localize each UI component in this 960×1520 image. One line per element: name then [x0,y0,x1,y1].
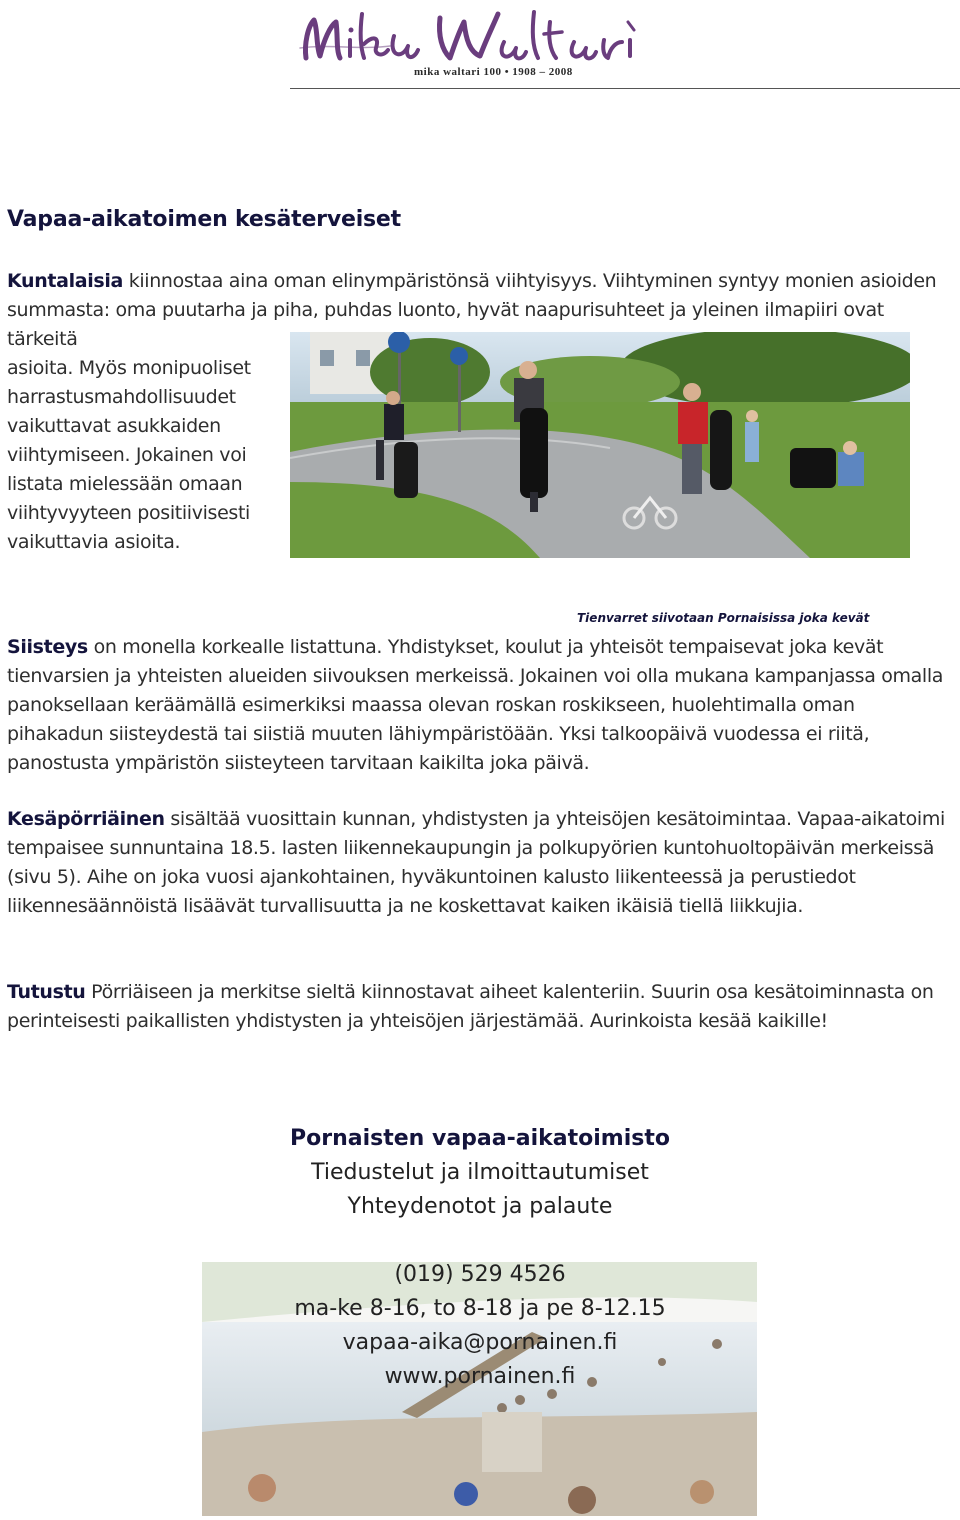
lead-word: Kuntalaisia [7,270,123,292]
lead-word: Kesäpörriäinen [7,808,165,830]
paragraph-text: sisältää vuosittain kunnan, yhdistysten ja yhteisöjen kesätoimintaa. Vapaa-aikatoimi tempaisee sunnuntaina 18.5. lasten liikennekaupungin ja polkupyörien kuntohuoltopäivän merkeissä (sivu 5). Aihe on joka vuosi ajankohtainen, hyväkuntoinen kalusto liikenteessä ja perustiedot liikennesäännöistä lisäävät turvallisuutta ja ne koskettavat kaiken ikäisiä tiellä liikkujia. [7,808,945,917]
paragraph-text: Pörriäiseen ja merkitse sieltä kiinnostavat aiheet kalenteriin. Suurin osa kesätoiminnasta on perinteisesti paikallisten yhdistysten ja yhteisöjen järjestämää. Aurinkoista kesää kaikille! [7,981,934,1032]
paragraph-cleanliness [7,633,952,778]
lead-word: Tutustu [7,981,86,1003]
contact-feedback: Yhteydenotot ja palaute [347,1194,613,1219]
signature-subtitle: mika waltari 100 • 1908 – 2008 [414,66,573,78]
lead-word: Siisteys [7,636,88,658]
contact-inquiries: Tiedustelut ja ilmoittautumiset [311,1160,649,1185]
paragraph-text: kiinnostaa aina oman elinympäristönsä viihtyisyys. Viihtyminen syntyy monien asioiden summasta: oma puutarha ja piha, puhdas luonto, hyvät naapurisuhteet ja yleinen ilmapiiri ovat tärkeitä [7,270,937,350]
paragraph-get-to-know [7,978,952,1036]
contact-email[interactable]: vapaa-aika@pornainen.fi [342,1330,618,1355]
paragraph-text: on monella korkealle listattuna. Yhdistykset, koulut ja yhteisöt tempaisevat joka kevät tienvarsien ja yhteisten alueiden siivouksen merkeissä. Jokainen voi olla mukana kampanjassa omalla panoksellaan keräämällä esimerkiksi maassa olevan roskan roskikseen, huolehtimalla oman pihakadun siisteydestä tai siistiä muuten lähiympäristöään. Yksi talkoopäivä vuodessa ei riitä, panostusta ympäristön siisteyteen tarvitaan kaikilta joka päivä. [7,636,944,774]
contact-block [200,1122,760,1394]
paragraph-intro-continued: asioita. Myös monipuoliset harrastusmahdollisuudet vaikuttavat asukkaiden viihtymiseen. Jokainen voi listata mielessään omaan viihtyvyyteen positiivisesti vaikuttavia asioita. [7,357,251,553]
roadside-cleanup-photo [290,332,910,558]
contact-title: Pornaisten vapaa-aikatoimisto [290,1126,670,1151]
header-divider [290,88,960,89]
contact-spacer [200,1224,760,1258]
contact-phone[interactable]: (019) 529 4526 [394,1262,566,1287]
article-title: Vapaa-aikatoimen kesäterveiset [7,207,401,232]
contact-hours: ma-ke 8-16, to 8-18 ja pe 8-12.15 [294,1296,666,1321]
contact-website[interactable]: www.pornainen.fi [384,1364,576,1389]
photo-caption: Tienvarret siivotaan Pornaisissa joka kevät [577,611,870,625]
paragraph-summer-program [7,805,955,921]
